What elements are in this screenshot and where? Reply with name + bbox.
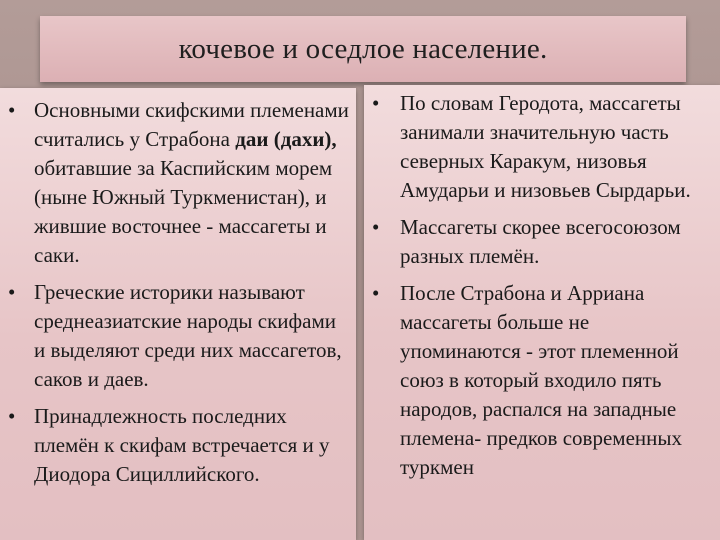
bullet-icon: • bbox=[8, 280, 16, 304]
list-item bbox=[364, 213, 714, 271]
list-item bbox=[0, 402, 350, 489]
title-banner bbox=[40, 16, 686, 82]
list-item-bold-text: даи (дахи), bbox=[235, 127, 337, 151]
list-item-text: По словам Геродота, массагеты занимали значительную часть северных Каракум, низовья Амударьи и низовьев Сырдарьи. bbox=[400, 91, 691, 202]
bullet-icon: • bbox=[372, 281, 380, 305]
list-item-text: обитавшие за Каспийским морем (ныне Южный Туркменистан), и жившие восточнее - массагеты и саки. bbox=[34, 156, 333, 267]
left-text-panel bbox=[0, 88, 356, 540]
right-bullet-list bbox=[364, 85, 720, 482]
left-bullet-list bbox=[0, 88, 356, 489]
list-item bbox=[364, 279, 714, 482]
list-item-text: После Страбона и Арриана массагеты больше не упоминаются - этот племенной союз в который входило пять народов, распался на западные племена- предков современных туркмен bbox=[400, 281, 682, 479]
bullet-icon: • bbox=[8, 98, 16, 122]
list-item-text: Греческие историки называют среднеазиатские народы скифами и выделяют среди них массагетов, саков и даев. bbox=[34, 280, 342, 391]
list-item bbox=[0, 96, 350, 270]
bullet-icon: • bbox=[372, 91, 380, 115]
list-item-text: Основными скифскими племенами считались у Страбона bbox=[34, 98, 349, 151]
list-item bbox=[0, 278, 350, 394]
bullet-icon: • bbox=[8, 404, 16, 428]
bullet-icon: • bbox=[372, 215, 380, 239]
list-item-text: Массагеты скорее всегосоюзом разных племён. bbox=[400, 215, 681, 268]
right-text-panel bbox=[364, 85, 720, 540]
list-item bbox=[364, 89, 714, 205]
slide-title: кочевое и оседлое население. bbox=[178, 32, 548, 65]
list-item-text: Принадлежность последних племён к скифам встречается и у Диодора Сициллийского. bbox=[34, 404, 330, 486]
